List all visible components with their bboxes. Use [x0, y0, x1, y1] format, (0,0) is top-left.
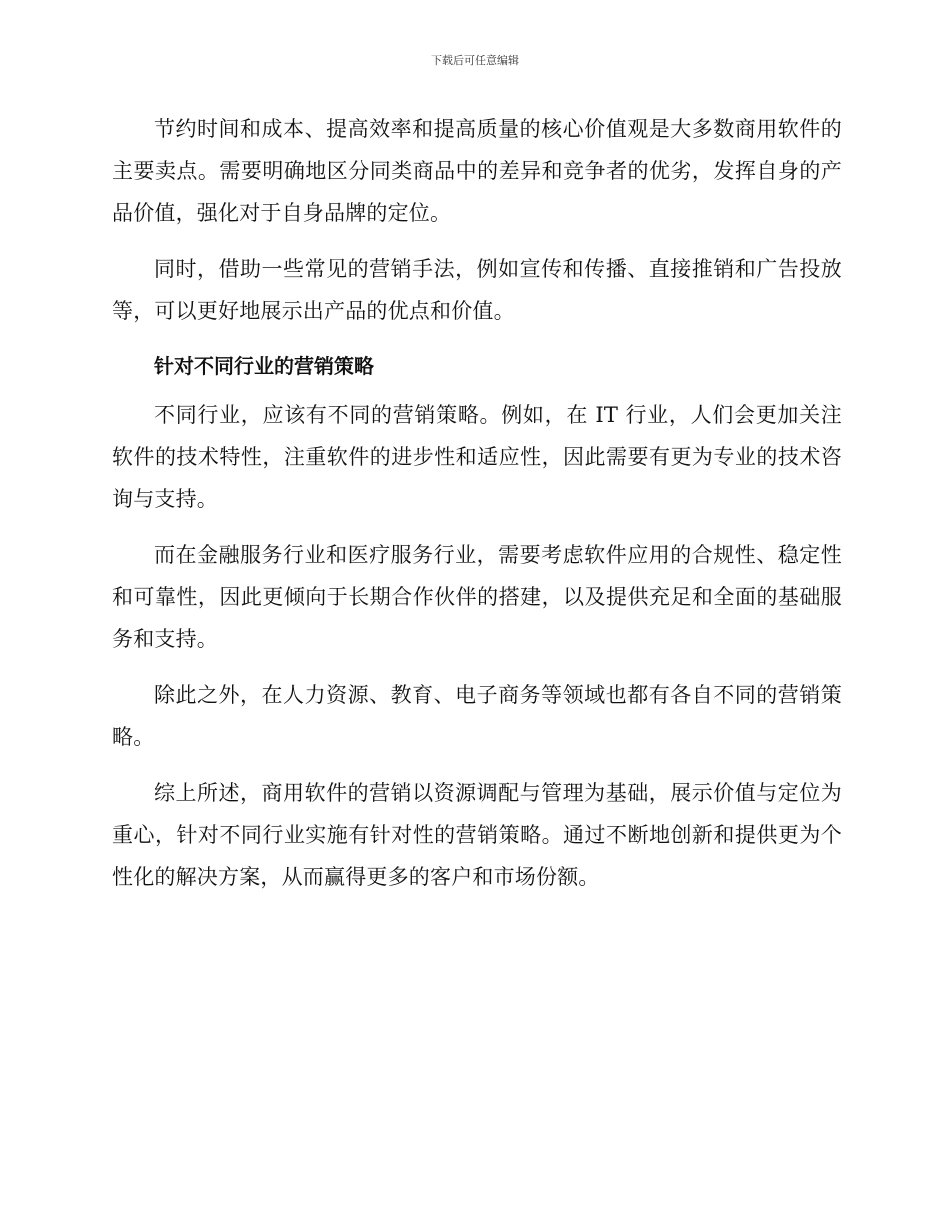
paragraph-industry-other: 除此之外，在人力资源、教育、电子商务等领域也都有各自不同的营销策略。: [112, 683, 842, 749]
document-body: [112, 108, 842, 912]
section-heading: 针对不同行业的营销策略: [154, 354, 374, 378]
paragraph-conclusion: 综上所述，商用软件的营销以资源调配与管理为基础，展示价值与定位为重心，针对不同行业实施有针对性的营销策略。通过不断地创新和提供更为个性化的解决方案，从而赢得更多的客户和市场份额。: [112, 781, 842, 889]
page-header: 下载后可任意编辑: [431, 54, 519, 67]
paragraph-industry-finance-medical: 而在金融服务行业和医疗服务行业，需要考虑软件应用的合规性、稳定性和可靠性，因此更倾向于长期合作伙伴的搭建，以及提供充足和全面的基础服务和支持。: [112, 543, 842, 651]
paragraph-marketing-methods: 同时，借助一些常见的营销手法，例如宣传和传播、直接推销和广告投放等，可以更好地展示出产品的优点和价值。: [112, 257, 842, 323]
paragraph-core-value: 节约时间和成本、提高效率和提高质量的核心价值观是大多数商用软件的主要卖点。需要明确地区分同类商品中的差异和竞争者的优劣，发挥自身的产品价值，强化对于自身品牌的定位。: [112, 117, 842, 225]
paragraph-industry-it: 不同行业，应该有不同的营销策略。例如，在 IT 行业，人们会更加关注软件的技术特性，注重软件的进步性和适应性，因此需要有更为专业的技术咨询与支持。: [112, 403, 842, 511]
